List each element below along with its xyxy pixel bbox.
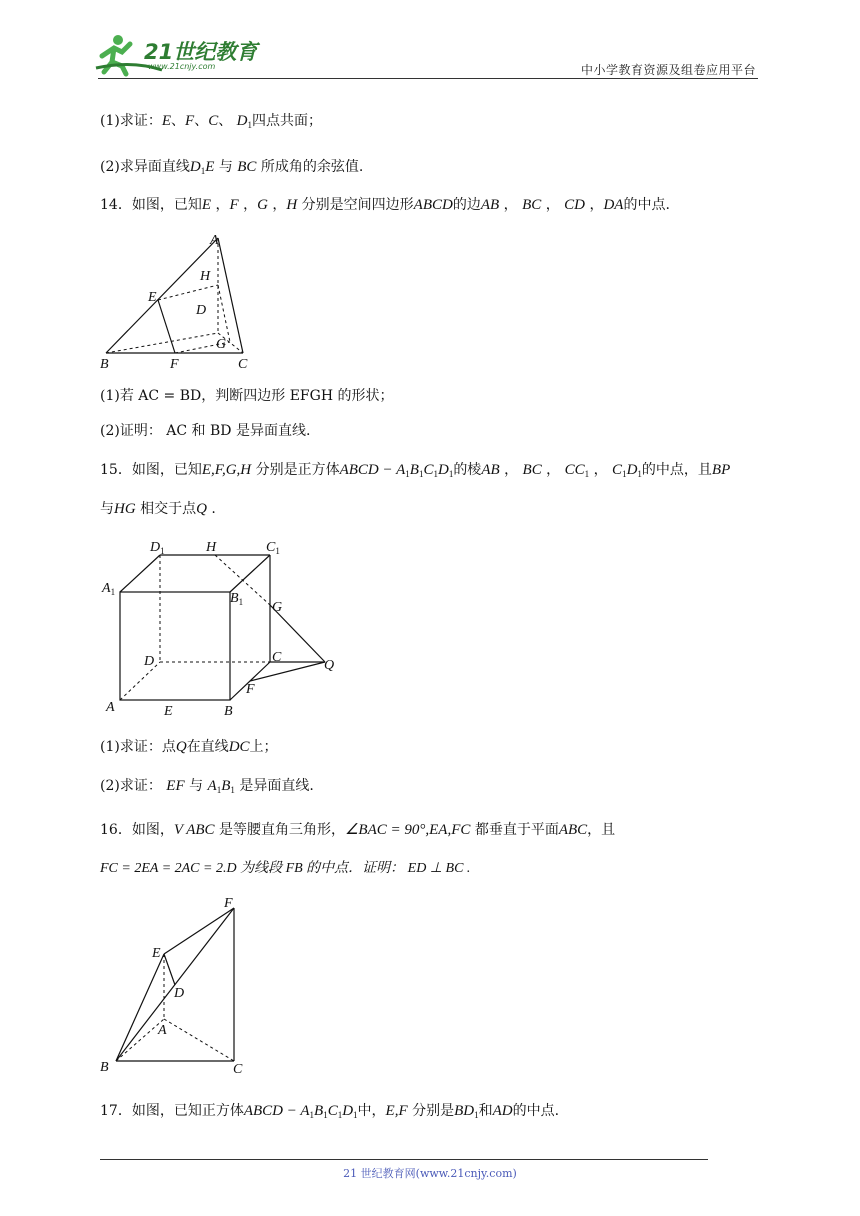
q14-part1: (1)若 AC = BD，判断四边形 EFGH 的形状； xyxy=(100,388,394,404)
label-B: B xyxy=(100,357,109,372)
q15-stem-line1: 15．如图，已知E,F,G,H 分别是正方体ABCD − $A_1B_1C_1D_1$的棱AB ， BC ， $CC_1$ ， $C_1D_1$的中点，且BP xyxy=(100,462,731,479)
label-H: H xyxy=(200,269,211,284)
footer-divider xyxy=(100,1159,708,1160)
label-A: A xyxy=(106,700,115,715)
q15-figure xyxy=(100,535,350,720)
q17-stem: 17．如图，已知正方体ABCD − $A_1B_1C_1D_1$中，E,F 分别是$BD_1$和AD的中点. xyxy=(100,1103,560,1120)
q16-stem-line1: 16．如图，V ABC 是等腰直角三角形，∠BAC = 90°,EA,FC 都垂直于平面ABC，且 xyxy=(100,822,616,838)
label-C: C xyxy=(272,650,282,665)
label-A: A xyxy=(210,233,219,248)
logo xyxy=(92,30,262,78)
label-B: B xyxy=(224,704,233,719)
q14-figure xyxy=(96,228,266,373)
footer-text: 21 世纪教育网(www.21cnjy.com) xyxy=(343,1167,517,1180)
label-G: G xyxy=(216,337,227,352)
label-F: F xyxy=(246,682,255,697)
logo-url: www.21cnjy.com xyxy=(148,62,216,71)
q15-stem-line2: 与HG 相交于点Q . xyxy=(100,501,216,517)
label-G: G xyxy=(272,600,283,615)
label-A1: $A_1$ xyxy=(102,581,116,597)
label-D: D xyxy=(144,654,155,669)
label-F: F xyxy=(170,357,179,372)
q14-part2: (2)证明： AC 和 BD 是异面直线. xyxy=(100,423,311,439)
label-H: H xyxy=(206,540,217,555)
label-D1: $D_1$ xyxy=(150,540,165,556)
label-E: E xyxy=(164,704,173,719)
label-C: C xyxy=(238,357,248,372)
label-F: F xyxy=(224,896,233,911)
label-A: A xyxy=(158,1023,167,1038)
q13-part1: (1)求证：E、F、C、 $D_1$四点共面； xyxy=(100,113,322,130)
q16-figure xyxy=(96,893,256,1078)
site-name: 中小学教育资源及组卷应用平台 xyxy=(580,63,756,77)
label-E: E xyxy=(152,946,161,961)
q15-part1: (1)求证：点Q在直线DC上； xyxy=(100,739,278,755)
q15-part2: (2)求证： EF 与 $A_1B_1$ 是异面直线. xyxy=(100,778,314,795)
header-divider xyxy=(98,78,758,79)
q13-part2: (2)求异面直线$D_1E$ 与 BC 所成角的余弦值. xyxy=(100,159,364,176)
q14-stem: 14．如图，已知E ，F ，G ，H 分别是空间四边形ABCD的边AB ， BC ， CD ，DA的中点. xyxy=(100,197,670,213)
label-Q: Q xyxy=(324,658,335,673)
label-E: E xyxy=(148,290,157,305)
label-D: D xyxy=(174,986,185,1001)
label-C: C xyxy=(233,1062,243,1077)
q16-stem-line2: FC = 2EA = 2AC = 2.D 为线段 FB 的中点．证明： ED ⊥ BC . xyxy=(100,861,471,876)
logo-text: 21世纪教育 xyxy=(144,40,258,64)
label-D: D xyxy=(196,303,207,318)
label-B: B xyxy=(100,1060,109,1075)
label-C1: $C_1$ xyxy=(266,540,280,556)
label-B1: $B_1$ xyxy=(230,591,244,607)
